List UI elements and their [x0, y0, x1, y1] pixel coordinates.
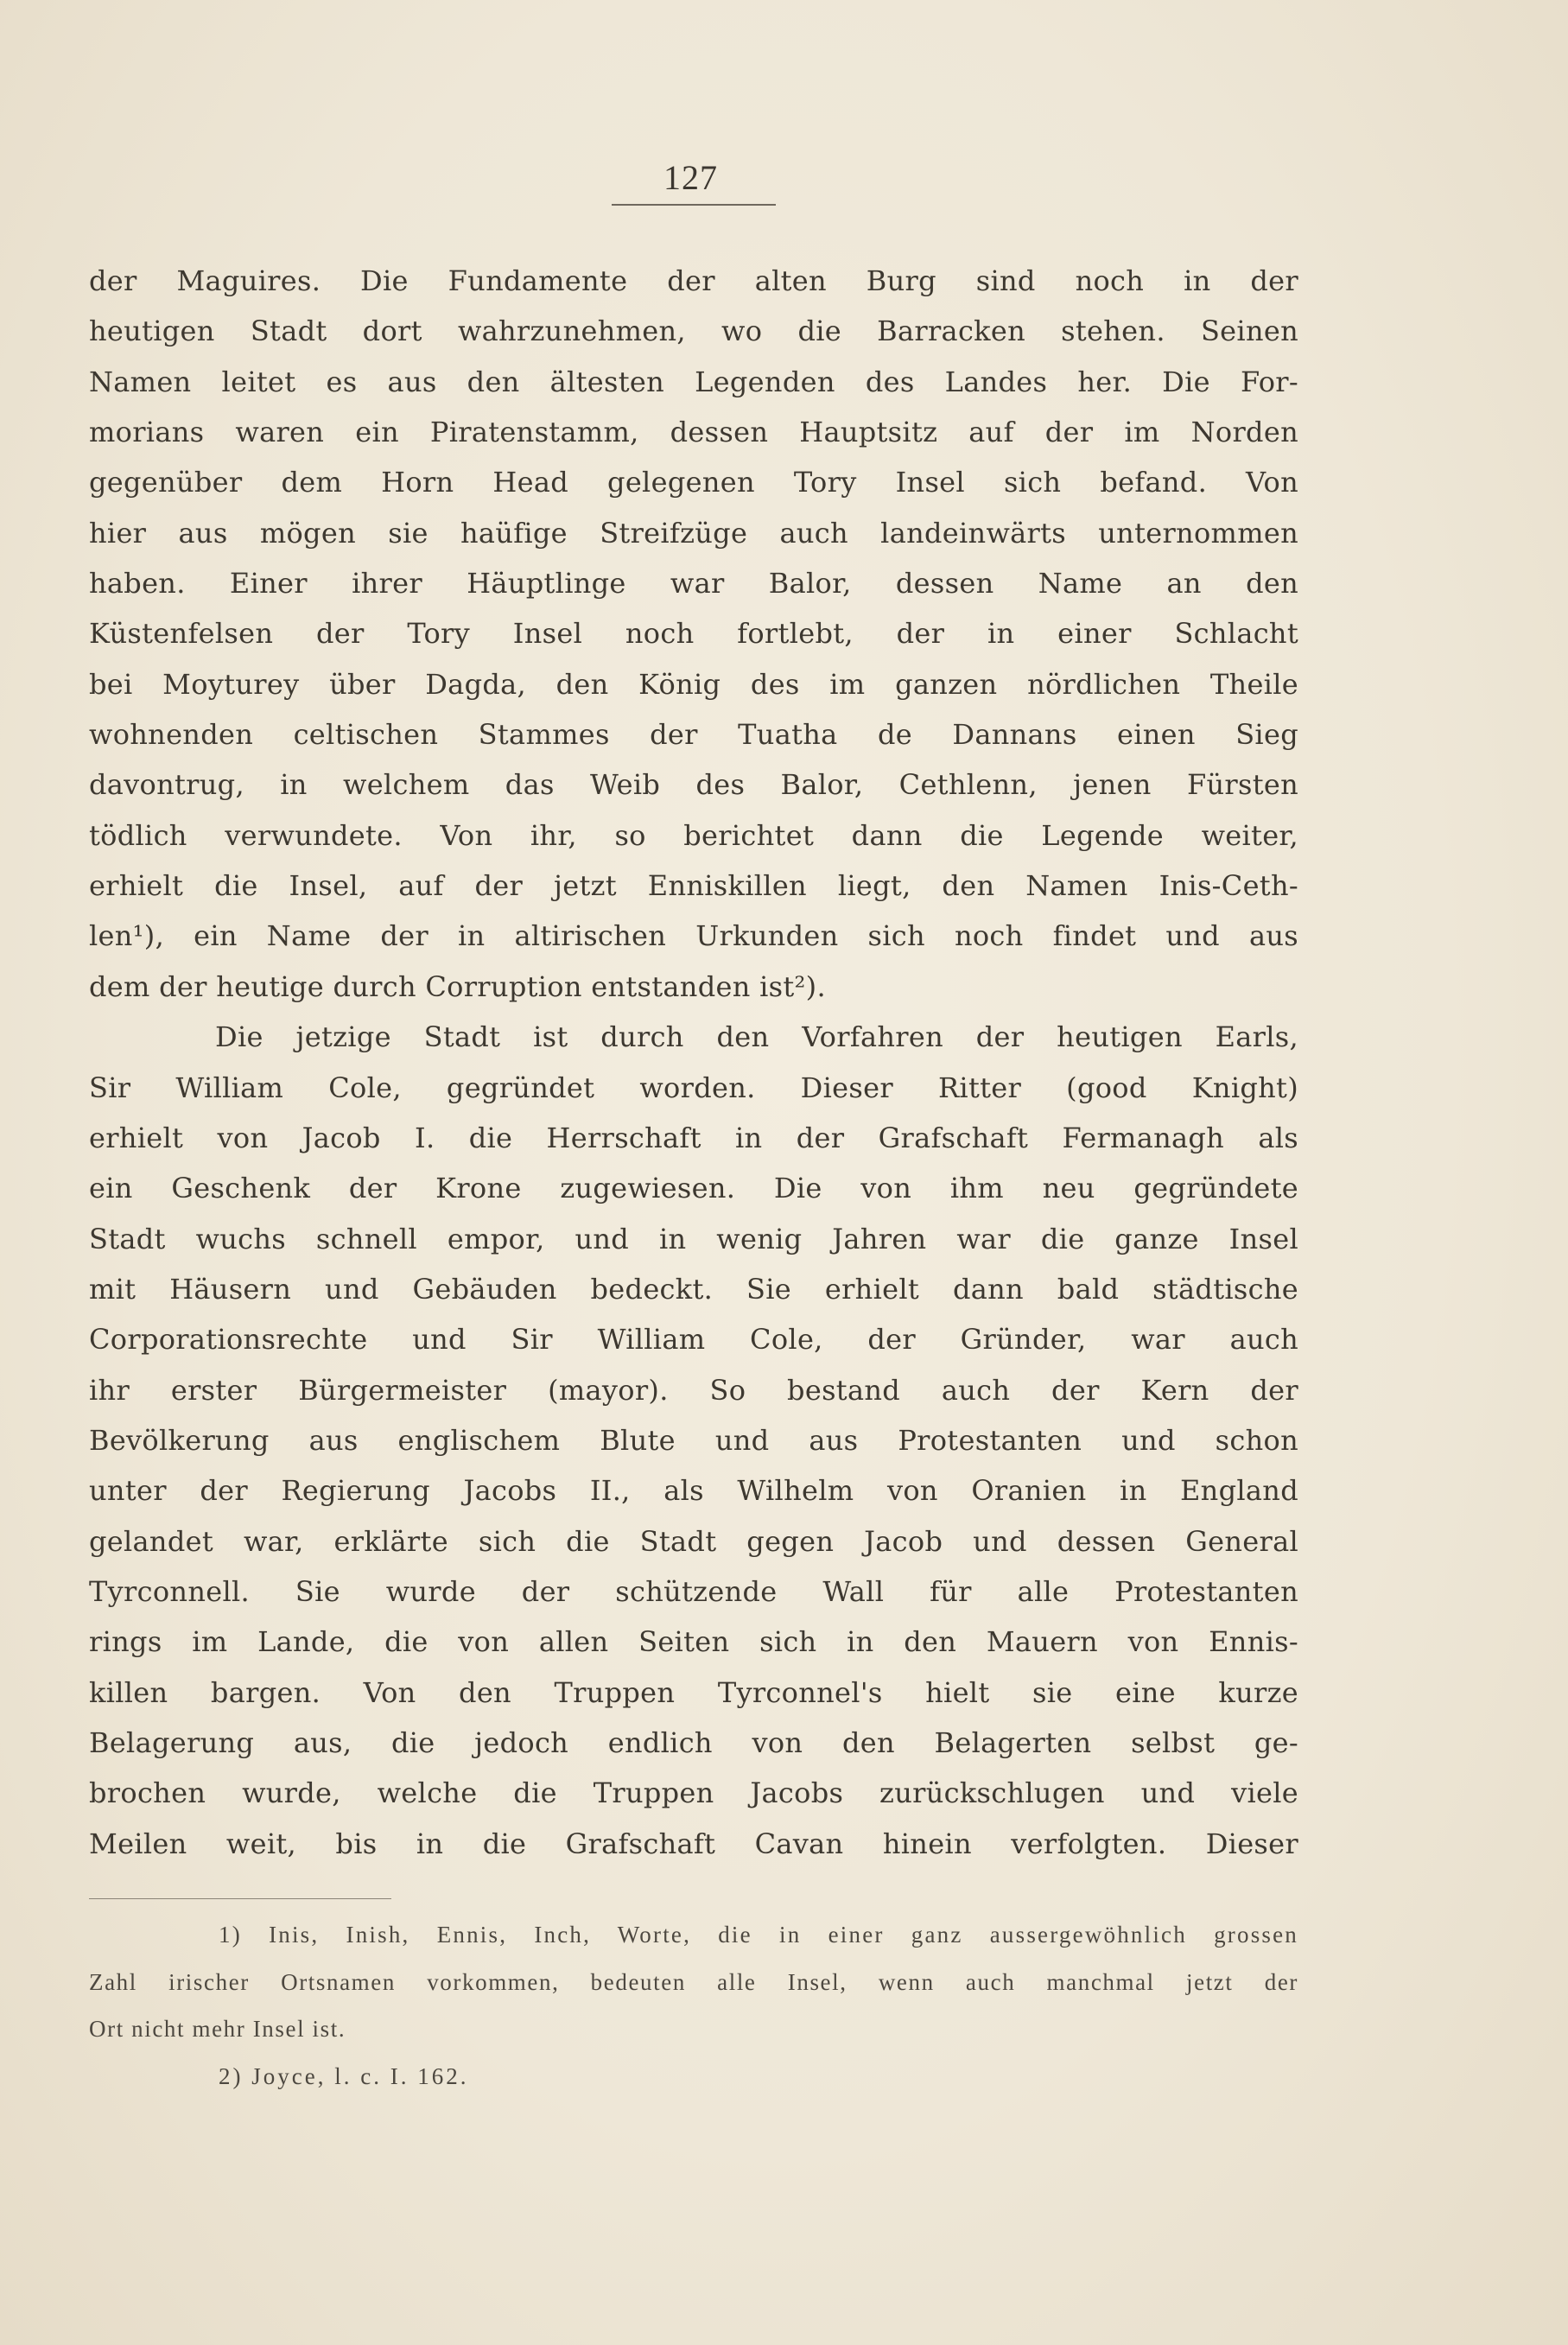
- text-line: erhielt die Insel, auf der jetzt Enniskillen liegt, den Namen Inis-Ceth-: [89, 869, 1298, 903]
- page-number-rule: [612, 204, 776, 206]
- footnote-2-line: 2) Joyce, l. c. I. 162.: [219, 2062, 469, 2089]
- text-line: bei Moyturey über Dagda, den König des im ganzen nördlichen Theile: [89, 667, 1298, 701]
- paragraph-end-line: dem der heutige durch Corruption entstanden ist²).: [89, 969, 826, 1003]
- text-line: Belagerung aus, die jedoch endlich von den Belagerten selbst ge-: [89, 1725, 1298, 1759]
- text-line: ihr erster Bürgermeister (mayor). So bestand auch der Kern der: [89, 1373, 1298, 1407]
- text-line: killen bargen. Von den Truppen Tyrconnel's hielt sie eine kurze: [89, 1675, 1298, 1709]
- text-line: Meilen weit, bis in die Grafschaft Cavan hinein verfolgten. Dieser: [89, 1827, 1298, 1860]
- text-line: hier aus mögen sie haüfige Streifzüge auch landeinwärts unternommen: [89, 516, 1298, 550]
- footnote-1-line: Zahl irischer Ortsnamen vorkommen, bedeuten alle Insel, wenn auch manchmal jetzt der: [89, 1968, 1298, 1995]
- text-line: unter der Regierung Jacobs II., als Wilhelm von Oranien in England: [89, 1474, 1298, 1508]
- text-line: brochen wurde, welche die Truppen Jacobs zurückschlugen und viele: [89, 1776, 1298, 1810]
- text-line: gegenüber dem Horn Head gelegenen Tory Insel sich befand. Von: [89, 466, 1298, 499]
- text-line: wohnenden celtischen Stammes der Tuatha de Dannans einen Sieg: [89, 718, 1298, 752]
- body-text: [89, 256, 1298, 1869]
- text-line: ein Geschenk der Krone zugewiesen. Die von ihm neu gegründete: [89, 1172, 1298, 1205]
- text-line: tödlich verwundete. Von ihr, so berichtet dann die Legende weiter,: [89, 818, 1298, 852]
- text-line: Küstenfelsen der Tory Insel noch fortlebt, der in einer Schlacht: [89, 617, 1298, 651]
- page-number: 127: [663, 158, 718, 197]
- text-line: Stadt wuchs schnell empor, und in wenig Jahren war die ganze Insel: [89, 1222, 1298, 1255]
- footnote-1-line: Ort nicht mehr Insel ist.: [89, 2016, 346, 2042]
- text-line: Tyrconnell. Sie wurde der schützende Wall für alle Protestanten: [89, 1574, 1298, 1608]
- footnote-1-line: 1) Inis, Inish, Ennis, Inch, Worte, die in einer ganz aussergewöhnlich grossen: [219, 1922, 1298, 1948]
- paragraph-start-line: Die jetzige Stadt ist durch den Vorfahren der heutigen Earls,: [215, 1020, 1298, 1054]
- text-line: len¹), ein Name der in altirischen Urkunden sich noch findet und aus: [89, 919, 1298, 953]
- text-line: gelandet war, erklärte sich die Stadt gegen Jacob und dessen General: [89, 1524, 1298, 1558]
- text-line: morians waren ein Piratenstamm, dessen Hauptsitz auf der im Norden: [89, 416, 1298, 449]
- text-line: Sir William Cole, gegründet worden. Dieser Ritter (good Knight): [89, 1071, 1298, 1104]
- text-line: rings im Lande, die von allen Seiten sich in den Mauern von Ennis-: [89, 1625, 1298, 1659]
- text-line: davontrug, in welchem das Weib des Balor, Cethlenn, jenen Fürsten: [89, 768, 1298, 802]
- text-line: heutigen Stadt dort wahrzunehmen, wo die Barracken stehen. Seinen: [89, 315, 1298, 348]
- footnotes: [89, 1911, 1298, 2100]
- text-line: Corporationsrechte und Sir William Cole, der Gründer, war auch: [89, 1323, 1298, 1357]
- text-line: der Maguires. Die Fundamente der alten Burg sind noch in der: [89, 264, 1298, 297]
- text-line: mit Häusern und Gebäuden bedeckt. Sie erhielt dann bald städtische: [89, 1272, 1298, 1306]
- text-line: haben. Einer ihrer Häuptlinge war Balor, dessen Name an den: [89, 567, 1298, 601]
- text-line: Bevölkerung aus englischem Blute und aus Protestanten und schon: [89, 1423, 1298, 1457]
- text-line: Namen leitet es aus den ältesten Legenden des Landes her. Die For-: [89, 365, 1298, 398]
- text-line: erhielt von Jacob I. die Herrschaft in der Grafschaft Fermanagh als: [89, 1121, 1298, 1154]
- footnote-separator: [89, 1898, 391, 1899]
